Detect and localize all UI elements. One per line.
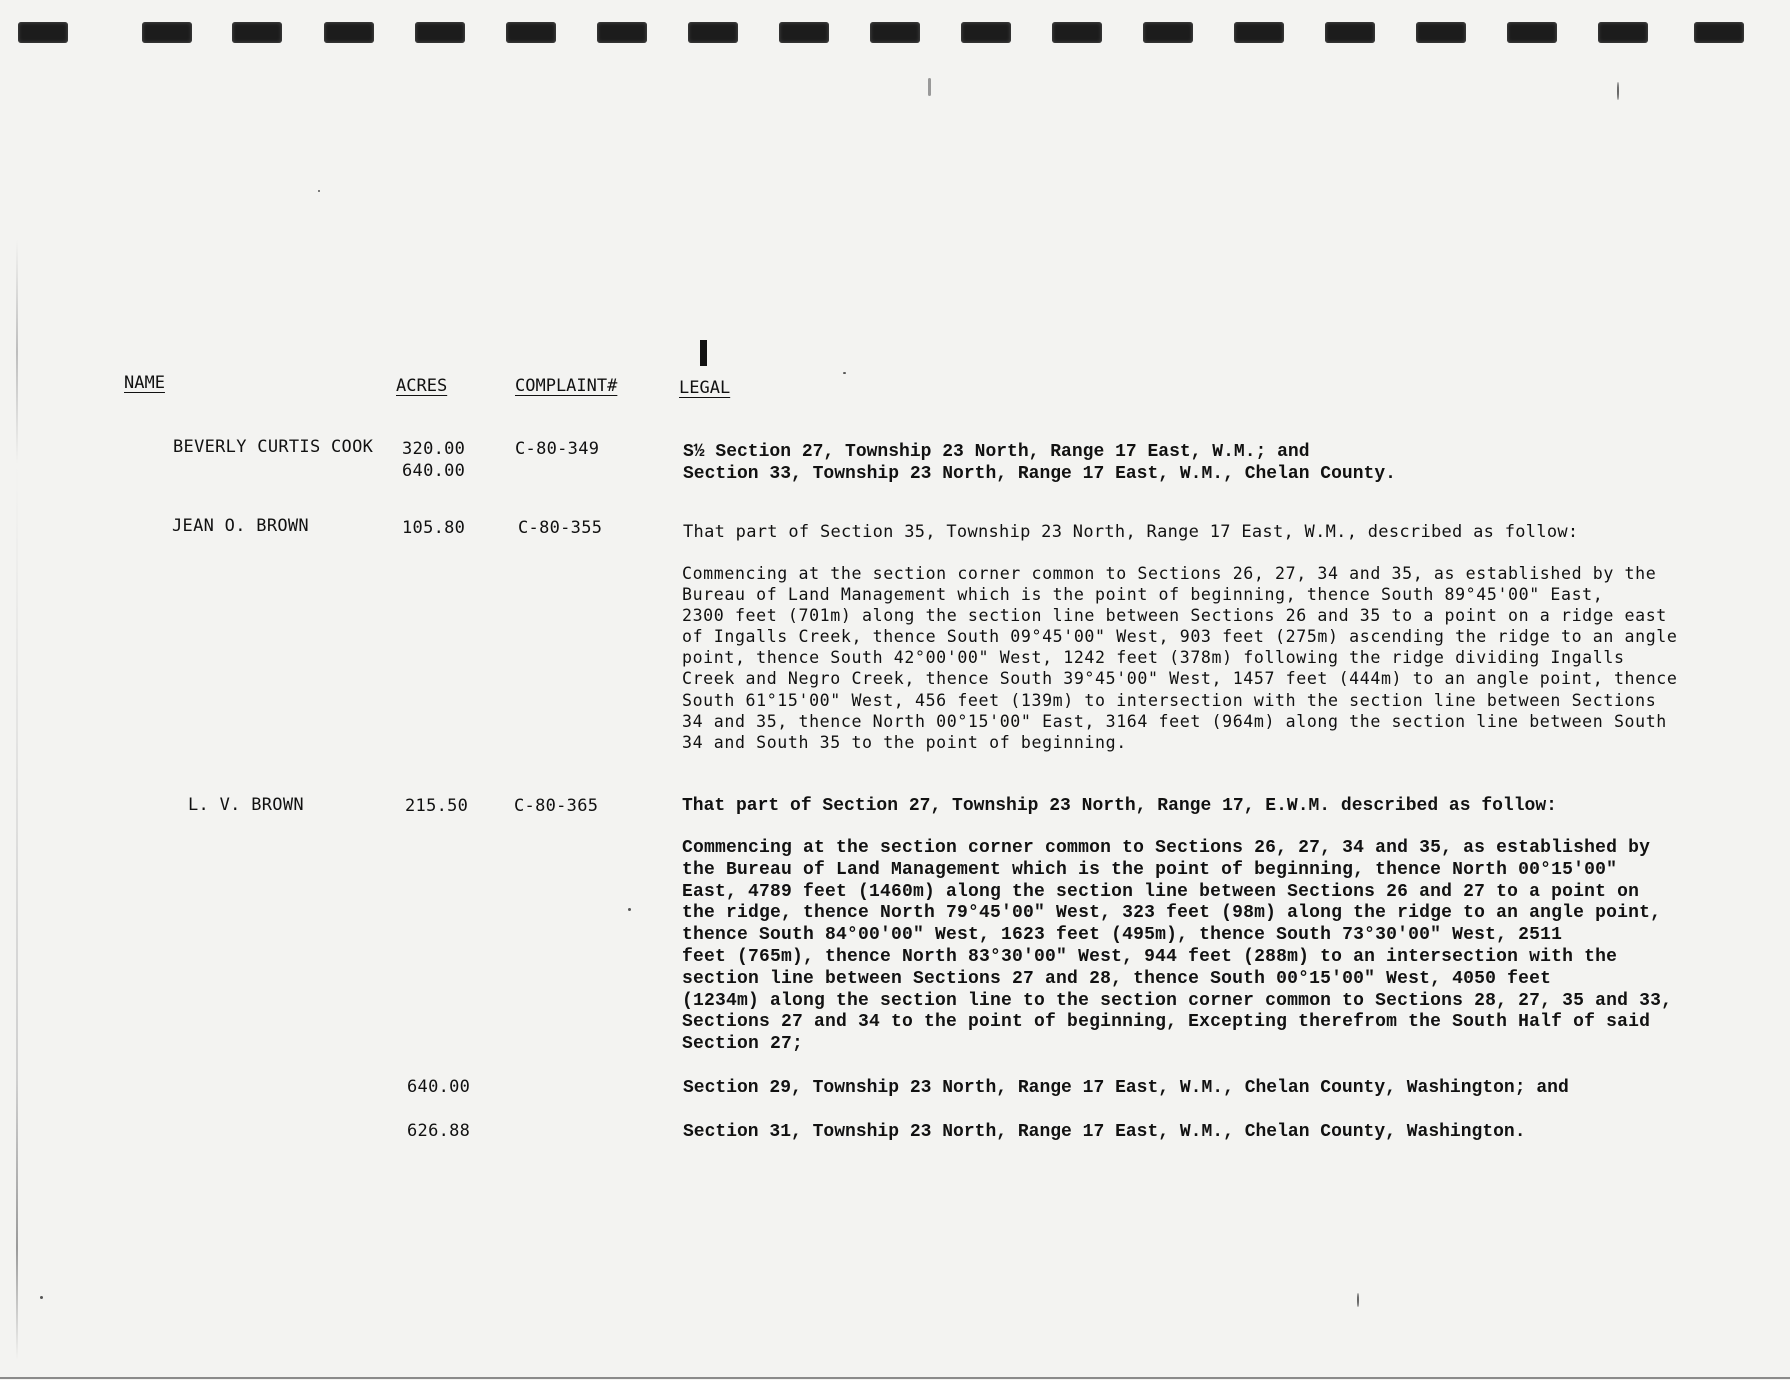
- page-edge: [16, 240, 18, 1360]
- binder-hole: [18, 22, 68, 43]
- entry-acres: 640.00: [407, 1077, 471, 1097]
- scan-speck: [40, 1296, 43, 1299]
- binder-hole: [688, 22, 738, 43]
- entry-legal-line: Section 33, Township 23 North, Range 17 East, W.M., Chelan County.: [683, 464, 1396, 484]
- binder-hole: [232, 22, 282, 43]
- binder-hole: [870, 22, 920, 43]
- entry-legal-description: Commencing at the section corner common to Sections 26, 27, 34 and 35, as established by the Bureau of Land Management which is the point of beginning, thence North 00°15'00" East, 4789 feet (1460m) along the section line between Sections 26 and 27 to a point on the ridge, thence North 79°45'00" West, 323 feet (98m) along the ridge to an angle point, thence South 84°00'00" West, 1623 feet (495m), thence South 73°30'00" West, 2511 feet (765m), thence North 83°30'00" West, 944 feet (288m) to an intersection with the section line between Sections 27 and 28, thence South 00°15'00" West, 4050 feet (1234m) along the section line to the section corner common to Sections 28, 27, 35 and 33, Sections 27 and 34 to the point of beginning, Excepting therefrom the South Half of said Section 27;: [682, 838, 1673, 1055]
- binder-hole: [961, 22, 1011, 43]
- entry-acres: 320.00: [402, 439, 466, 459]
- entry-legal-line: S½ Section 27, Township 23 North, Range 17 East, W.M.; and: [683, 442, 1310, 462]
- binder-hole: [1234, 22, 1284, 43]
- entry-name: L. V. BROWN: [188, 795, 304, 815]
- entry-complaint: C-80-355: [518, 518, 603, 538]
- scan-speck: [1617, 82, 1619, 100]
- binder-hole: [1143, 22, 1193, 43]
- binder-hole: [1598, 22, 1648, 43]
- scan-speck: [843, 372, 846, 374]
- entry-acres: 215.50: [405, 796, 469, 816]
- binder-hole: [1416, 22, 1466, 43]
- scan-speck: [928, 78, 931, 96]
- header-complaint: COMPLAINT#: [515, 376, 618, 396]
- entry-legal-intro: That part of Section 35, Township 23 North, Range 17 East, W.M., described as follow:: [683, 522, 1579, 542]
- binder-hole: [506, 22, 556, 43]
- binder-hole: [1052, 22, 1102, 43]
- header-acres: ACRES: [396, 376, 448, 396]
- binder-hole: [1507, 22, 1557, 43]
- entry-name: JEAN O. BROWN: [172, 516, 309, 536]
- entry-acres: 105.80: [402, 518, 466, 538]
- header-name: NAME: [124, 373, 165, 393]
- binder-hole: [779, 22, 829, 43]
- entry-legal-description: Commencing at the section corner common to Sections 26, 27, 34 and 35, as established by the Bureau of Land Management which is the point of beginning, thence South 89°45'00" East, 2300 feet (701m) along the section line between Sections 26 and 35 to a point on a ridge east of Ingalls Creek, thence South 09°45'00" West, 903 feet (275m) ascending the ridge to an angle point, thence South 42°00'00" West, 1242 feet (378m) following the ridge dividing Ingalls Creek and Negro Creek, thence South 39°45'00" West, 1457 feet (444m) to an angle point, thence South 61°15'00" West, 456 feet (139m) to intersection with the section line between Sections 34 and 35, thence North 00°15'00" East, 3164 feet (964m) along the section line between South 34 and South 35 to the point of beginning.: [682, 564, 1678, 752]
- entry-legal-intro: That part of Section 27, Township 23 North, Range 17, E.W.M. described as follow:: [682, 796, 1557, 816]
- binder-hole: [1325, 22, 1375, 43]
- entry-legal-line: Section 29, Township 23 North, Range 17 East, W.M., Chelan County, Washington; and: [683, 1078, 1569, 1098]
- page-edge-bottom: [0, 1377, 1790, 1379]
- entry-complaint: C-80-349: [515, 439, 600, 459]
- binder-hole: [415, 22, 465, 43]
- entry-acres: 640.00: [402, 461, 466, 481]
- scan-speck: [628, 908, 631, 911]
- entry-name: BEVERLY CURTIS COOK: [173, 437, 374, 457]
- binder-hole: [142, 22, 192, 43]
- entry-complaint: C-80-365: [514, 796, 599, 816]
- entry-acres: 626.88: [407, 1121, 471, 1141]
- binder-hole: [324, 22, 374, 43]
- header-legal: LEGAL: [679, 378, 731, 398]
- scan-speck: [1357, 1293, 1359, 1307]
- binder-hole: [1694, 22, 1744, 43]
- scan-speck: [318, 190, 320, 192]
- binder-holes: [18, 22, 1758, 46]
- ink-mark: [700, 340, 707, 366]
- entry-legal-line: Section 31, Township 23 North, Range 17 East, W.M., Chelan County, Washington.: [683, 1122, 1526, 1142]
- binder-hole: [597, 22, 647, 43]
